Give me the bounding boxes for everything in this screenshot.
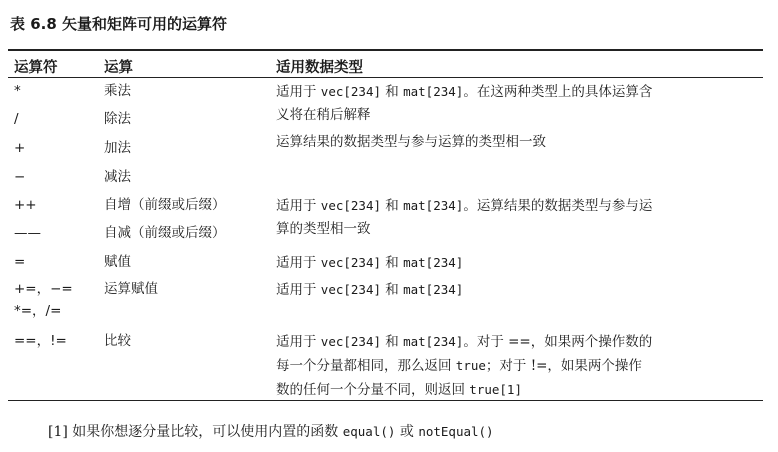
operator-add: + — [14, 140, 26, 156]
desc-increment — [276, 194, 756, 241]
operation-assign: 赋值 — [104, 254, 131, 270]
operator-divide: / — [14, 111, 19, 127]
operator-compound-assign: +=，−= — [14, 281, 73, 297]
operator-decrement: —— — [14, 225, 41, 241]
desc-arithmetic-line3: 运算结果的数据类型与参与运算的类型相一致 — [276, 134, 546, 150]
operation-compound-assign: 运算赋值 — [104, 281, 158, 297]
operation-divide: 除法 — [104, 111, 131, 127]
bottom-rule — [8, 400, 763, 401]
header-rule — [8, 77, 763, 78]
desc-assign: 适用于 vec[234] 和 mat[234] — [276, 255, 464, 271]
operator-compound-assign-2: *=，/= — [14, 303, 62, 319]
operation-add: 加法 — [104, 140, 131, 156]
desc-arithmetic — [276, 80, 756, 154]
desc-compare-line2: 每一个分量都相同，那么返回 true；对于 !=，如果两个操作 — [276, 358, 642, 374]
header-operation: 运算 — [104, 60, 133, 76]
desc-compound-assign: 适用于 vec[234] 和 mat[234] — [276, 282, 464, 298]
operator-assign: = — [14, 254, 26, 270]
operation-decrement: 自减（前缀或后缀） — [104, 225, 226, 241]
operation-multiply: 乘法 — [104, 83, 131, 99]
table-caption: 表 6.8 矢量和矩阵可用的运算符 — [10, 15, 228, 33]
header-operator: 运算符 — [14, 60, 58, 76]
header-types: 适用数据类型 — [276, 60, 363, 76]
desc-increment-line2: 算的类型相一致 — [276, 221, 371, 237]
operator-increment: ++ — [14, 197, 37, 213]
operation-subtract: 减法 — [104, 169, 131, 185]
desc-arithmetic-line1: 适用于 vec[234] 和 mat[234]。在这两种类型上的具体运算含 — [276, 84, 653, 100]
operator-subtract: − — [14, 169, 26, 185]
operator-compare: ==，!= — [14, 333, 67, 349]
desc-compare — [276, 330, 756, 402]
operation-compare: 比较 — [104, 333, 131, 349]
top-rule — [8, 49, 763, 51]
footnote: [1] 如果你想逐分量比较，可以使用内置的函数 equal() 或 notEqual() — [48, 424, 494, 440]
desc-compare-line1: 适用于 vec[234] 和 mat[234]。对于 ==，如果两个操作数的 — [276, 334, 653, 350]
desc-arithmetic-line2: 义将在稍后解释 — [276, 107, 371, 123]
desc-compare-line3: 数的任何一个分量不同，则返回 true[1] — [276, 382, 522, 398]
operator-multiply: * — [14, 83, 21, 99]
operation-increment: 自增（前缀或后缀） — [104, 197, 226, 213]
desc-increment-line1: 适用于 vec[234] 和 mat[234]。运算结果的数据类型与参与运 — [276, 198, 653, 214]
